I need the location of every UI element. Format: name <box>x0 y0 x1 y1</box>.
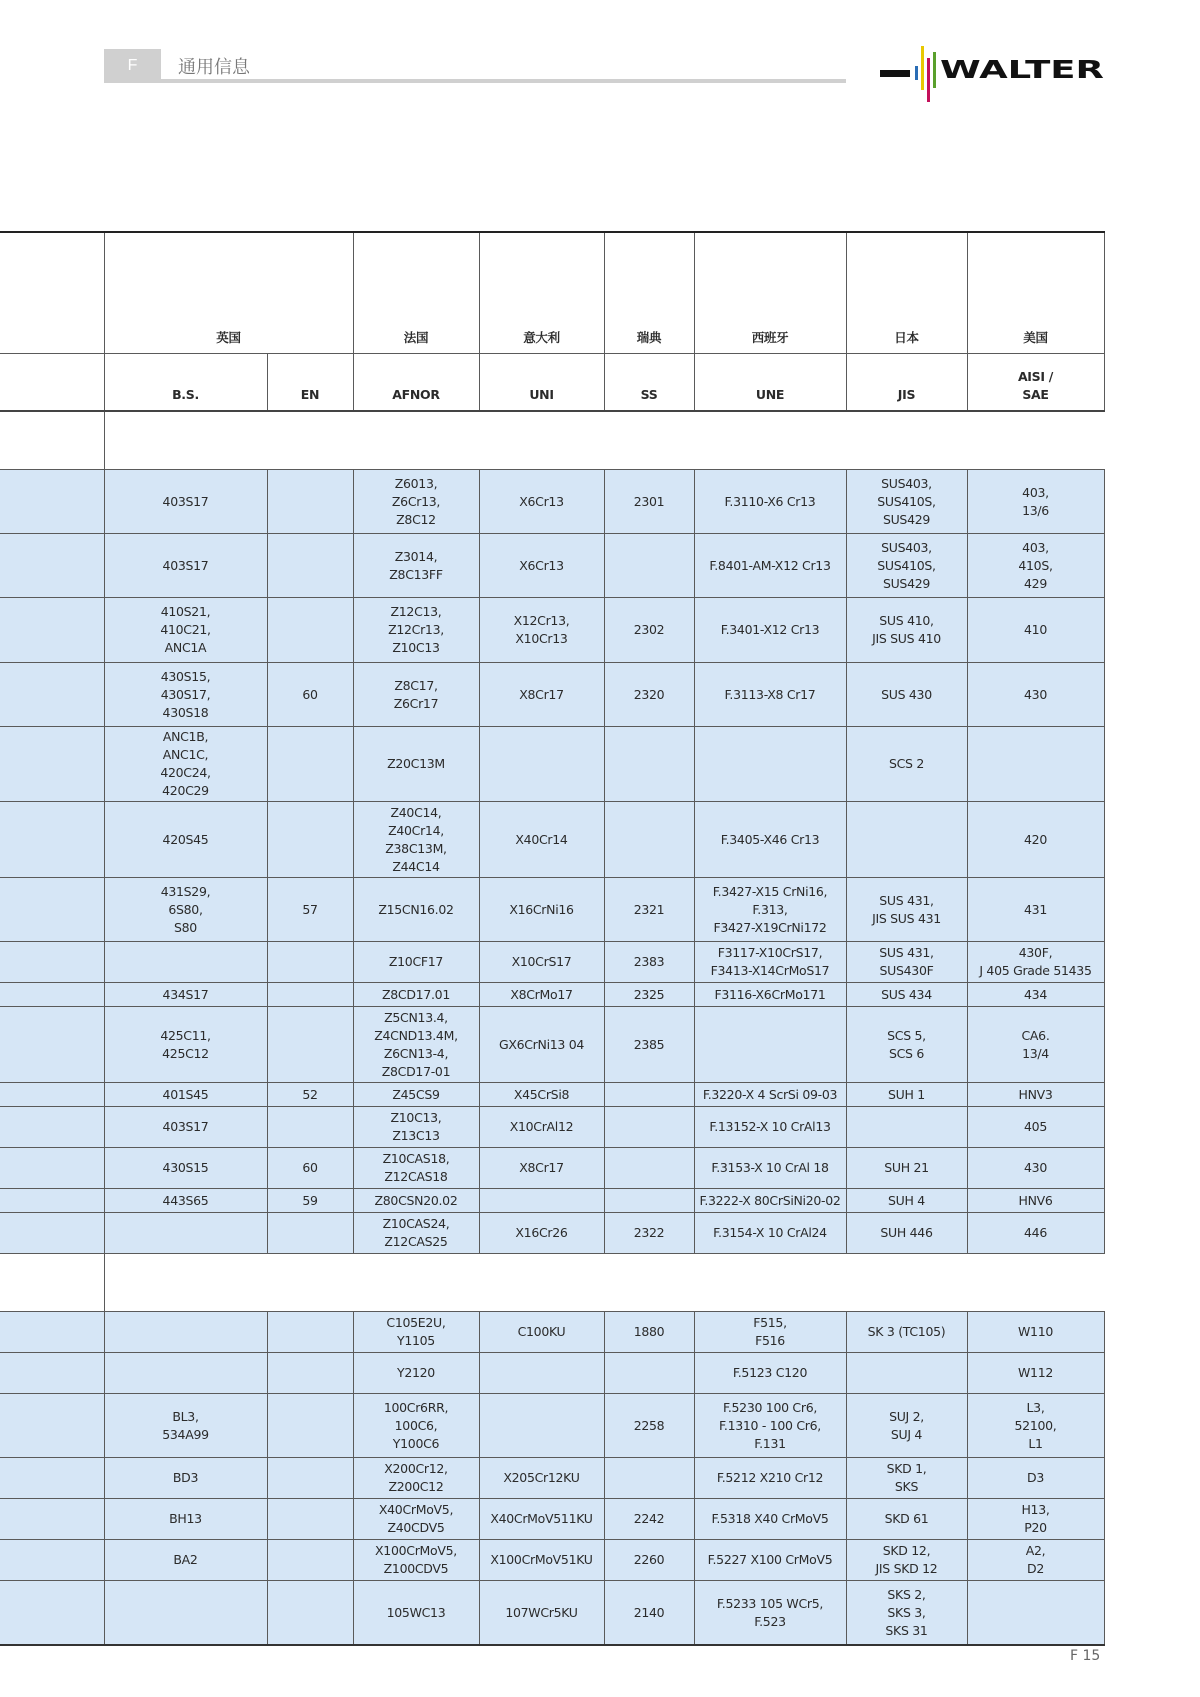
cell-bs <box>104 942 267 983</box>
cell-aisi-sae: W112 <box>967 1353 1104 1394</box>
cell-uni: X12Cr13, X10Cr13 <box>479 598 604 663</box>
cell-aisi-sae: 446 <box>967 1213 1104 1254</box>
cell-en <box>267 1312 353 1353</box>
cell-uni: X100CrMoV51KU <box>479 1540 604 1581</box>
table-row <box>0 878 1104 942</box>
cell-bs <box>104 1581 267 1646</box>
cell-en <box>267 1540 353 1581</box>
cell-une <box>694 1007 846 1083</box>
section-letter-badge: F <box>104 49 161 82</box>
row-label-cell <box>0 663 104 727</box>
cell-en <box>267 1007 353 1083</box>
cell-afnor: Z3014, Z8C13FF <box>353 534 479 598</box>
cell-une: F515, F516 <box>694 1312 846 1353</box>
cell-aisi-sae: 434 <box>967 983 1104 1007</box>
row-label-cell <box>0 1394 104 1458</box>
cell-jis: SUS 430 <box>846 663 967 727</box>
cell-bs: 425C11, 425C12 <box>104 1007 267 1083</box>
cell-bs <box>104 1213 267 1254</box>
cell-uni: X10CrAl12 <box>479 1107 604 1148</box>
cell-bs: BL3, 534A99 <box>104 1394 267 1458</box>
cell-uni: GX6CrNi13 04 <box>479 1007 604 1083</box>
cell-jis <box>846 1353 967 1394</box>
cell-ss: 2321 <box>604 878 694 942</box>
cell-aisi-sae: HNV6 <box>967 1189 1104 1213</box>
cell-en: 60 <box>267 1148 353 1189</box>
cell-bs: 403S17 <box>104 534 267 598</box>
table-row <box>0 1213 1104 1254</box>
row-label-cell <box>0 1458 104 1499</box>
row-label-cell <box>0 1107 104 1148</box>
cell-ss <box>604 1148 694 1189</box>
cell-jis: SUS 410, JIS SUS 410 <box>846 598 967 663</box>
cell-jis: SUH 1 <box>846 1083 967 1107</box>
cell-une: F.5318 X40 CrMoV5 <box>694 1499 846 1540</box>
cell-afnor: Z10C13, Z13C13 <box>353 1107 479 1148</box>
cell-en <box>267 727 353 802</box>
table-row <box>0 1540 1104 1581</box>
header-usa: 美国 <box>967 232 1104 354</box>
country-header-row <box>0 232 1104 354</box>
cell-ss: 2242 <box>604 1499 694 1540</box>
cell-une: F.3154-X 10 CrAl24 <box>694 1213 846 1254</box>
cell-une: F.5233 105 WCr5, F.523 <box>694 1581 846 1646</box>
blank-cell <box>0 1254 104 1312</box>
cell-ss: 2322 <box>604 1213 694 1254</box>
table-row <box>0 802 1104 878</box>
cell-ss <box>604 1353 694 1394</box>
cell-aisi-sae: W110 <box>967 1312 1104 1353</box>
header-jis: JIS <box>846 354 967 412</box>
cell-aisi-sae: 403, 13/6 <box>967 470 1104 534</box>
cell-ss <box>604 1189 694 1213</box>
cell-bs: BA2 <box>104 1540 267 1581</box>
table-row <box>0 1148 1104 1189</box>
cell-uni: X8Cr17 <box>479 663 604 727</box>
header-en: EN <box>267 354 353 412</box>
cell-une: F.3220-X 4 ScrSi 09-03 <box>694 1083 846 1107</box>
cell-uni: X40Cr14 <box>479 802 604 878</box>
cell-bs: 410S21, 410C21, ANC1A <box>104 598 267 663</box>
cell-ss <box>604 802 694 878</box>
cell-uni: X6Cr13 <box>479 534 604 598</box>
cell-uni: X6Cr13 <box>479 470 604 534</box>
cell-une: F3116-X6CrMo171 <box>694 983 846 1007</box>
cell-ss <box>604 1083 694 1107</box>
cell-uni: C100KU <box>479 1312 604 1353</box>
cell-jis: SUS 431, JIS SUS 431 <box>846 878 967 942</box>
blank-cell <box>104 1254 1104 1312</box>
table-row <box>0 470 1104 534</box>
cell-afnor: Z6013, Z6Cr13, Z8C12 <box>353 470 479 534</box>
cell-bs: BD3 <box>104 1458 267 1499</box>
cell-uni <box>479 1394 604 1458</box>
cell-jis: SCS 5, SCS 6 <box>846 1007 967 1083</box>
cell-uni: X8CrMo17 <box>479 983 604 1007</box>
header-aisi-sae: AISI / SAE <box>967 354 1104 412</box>
cell-bs: 431S29, 6S80, S80 <box>104 878 267 942</box>
row-label-cell <box>0 878 104 942</box>
row-label-cell <box>0 1083 104 1107</box>
cell-afnor: Z15CN16.02 <box>353 878 479 942</box>
cell-afnor: 105WC13 <box>353 1581 479 1646</box>
cell-afnor: X40CrMoV5, Z40CDV5 <box>353 1499 479 1540</box>
cell-ss <box>604 1107 694 1148</box>
cell-uni <box>479 727 604 802</box>
cell-en <box>267 598 353 663</box>
cell-une: F.8401-AM-X12 Cr13 <box>694 534 846 598</box>
header-afnor: AFNOR <box>353 354 479 412</box>
standard-header-row <box>0 354 1104 412</box>
table-row <box>0 1499 1104 1540</box>
blank-cell <box>104 411 1104 470</box>
cell-aisi-sae: CA6. 13/4 <box>967 1007 1104 1083</box>
row-label-cell <box>0 534 104 598</box>
cell-bs: 443S65 <box>104 1189 267 1213</box>
cell-afnor: Z80CSN20.02 <box>353 1189 479 1213</box>
row-label-cell <box>0 1499 104 1540</box>
cell-une: F.3401-X12 Cr13 <box>694 598 846 663</box>
table-row <box>0 1353 1104 1394</box>
cell-jis: SCS 2 <box>846 727 967 802</box>
row-label-cell <box>0 1007 104 1083</box>
cell-bs: 403S17 <box>104 470 267 534</box>
cell-afnor: Y2120 <box>353 1353 479 1394</box>
cell-bs <box>104 1353 267 1394</box>
header-spain: 西班牙 <box>694 232 846 354</box>
cell-bs: 420S45 <box>104 802 267 878</box>
cell-jis: SKD 1, SKS <box>846 1458 967 1499</box>
cell-uni: X8Cr17 <box>479 1148 604 1189</box>
cell-en <box>267 942 353 983</box>
cell-une <box>694 727 846 802</box>
cell-jis: SUH 21 <box>846 1148 967 1189</box>
table-row <box>0 1083 1104 1107</box>
cell-une: F.5212 X210 Cr12 <box>694 1458 846 1499</box>
table-row <box>0 598 1104 663</box>
cell-en: 59 <box>267 1189 353 1213</box>
cell-bs: ANC1B, ANC1C, 420C24, 420C29 <box>104 727 267 802</box>
cell-jis: SK 3 (TC105) <box>846 1312 967 1353</box>
header-ss: SS <box>604 354 694 412</box>
cell-bs: 434S17 <box>104 983 267 1007</box>
material-comparison-table <box>0 231 1105 1646</box>
cell-en <box>267 1458 353 1499</box>
cell-en: 60 <box>267 663 353 727</box>
cell-ss <box>604 727 694 802</box>
header-italy: 意大利 <box>479 232 604 354</box>
cell-en <box>267 1353 353 1394</box>
cell-une: F.5123 C120 <box>694 1353 846 1394</box>
table-row <box>0 942 1104 983</box>
cell-une: F.3222-X 80CrSiNi20-02 <box>694 1189 846 1213</box>
cell-aisi-sae: 430 <box>967 663 1104 727</box>
cell-une: F.3427-X15 CrNi16, F.313, F3427-X19CrNi172 <box>694 878 846 942</box>
row-label-cell <box>0 1213 104 1254</box>
cell-jis <box>846 802 967 878</box>
cell-en <box>267 534 353 598</box>
table-row <box>0 663 1104 727</box>
table-row <box>0 1458 1104 1499</box>
row-label-cell <box>0 598 104 663</box>
cell-en <box>267 802 353 878</box>
cell-aisi-sae: A2, D2 <box>967 1540 1104 1581</box>
cell-bs: 430S15 <box>104 1148 267 1189</box>
cell-ss: 2140 <box>604 1581 694 1646</box>
cell-une: F.3405-X46 Cr13 <box>694 802 846 878</box>
cell-aisi-sae: 430 <box>967 1148 1104 1189</box>
blank-header-cell <box>0 354 104 412</box>
row-label-cell <box>0 1540 104 1581</box>
page-number: F 15 <box>1070 1648 1101 1664</box>
table-row <box>0 1189 1104 1213</box>
row-label-cell <box>0 1312 104 1353</box>
cell-jis: SKS 2, SKS 3, SKS 31 <box>846 1581 967 1646</box>
cell-ss <box>604 534 694 598</box>
cell-en: 57 <box>267 878 353 942</box>
cell-ss: 2320 <box>604 663 694 727</box>
blank-cell <box>0 411 104 470</box>
table-row <box>0 983 1104 1007</box>
cell-afnor: Z8CD17.01 <box>353 983 479 1007</box>
cell-aisi-sae: 405 <box>967 1107 1104 1148</box>
cell-afnor: Z10CF17 <box>353 942 479 983</box>
cell-bs: 401S45 <box>104 1083 267 1107</box>
page-header-title: 通用信息 <box>178 57 250 78</box>
cell-afnor: X100CrMoV5, Z100CDV5 <box>353 1540 479 1581</box>
cell-en <box>267 983 353 1007</box>
cell-afnor: Z40C14, Z40Cr14, Z38C13M, Z44C14 <box>353 802 479 878</box>
cell-en <box>267 1213 353 1254</box>
cell-une: F.5227 X100 CrMoV5 <box>694 1540 846 1581</box>
row-label-cell <box>0 1189 104 1213</box>
header-uk: 英国 <box>104 232 353 354</box>
cell-jis: SUS403, SUS410S, SUS429 <box>846 534 967 598</box>
walter-logo <box>880 44 1106 104</box>
cell-une: F.5230 100 Cr6, F.1310 - 100 Cr6, F.131 <box>694 1394 846 1458</box>
cell-une: F.3110-X6 Cr13 <box>694 470 846 534</box>
cell-aisi-sae: 410 <box>967 598 1104 663</box>
cell-en <box>267 1499 353 1540</box>
cell-uni: 107WCr5KU <box>479 1581 604 1646</box>
row-label-cell <box>0 1581 104 1646</box>
cell-aisi-sae <box>967 727 1104 802</box>
table-row <box>0 1394 1104 1458</box>
row-label-cell <box>0 1353 104 1394</box>
cell-aisi-sae: 430F, J 405 Grade 51435 <box>967 942 1104 983</box>
cell-jis: SKD 12, JIS SKD 12 <box>846 1540 967 1581</box>
cell-ss <box>604 1458 694 1499</box>
header-rule <box>104 79 846 83</box>
cell-uni: X205Cr12KU <box>479 1458 604 1499</box>
cell-aisi-sae: 420 <box>967 802 1104 878</box>
cell-jis: SUH 446 <box>846 1213 967 1254</box>
cell-jis: SUS 431, SUS430F <box>846 942 967 983</box>
row-label-cell <box>0 942 104 983</box>
row-label-cell <box>0 470 104 534</box>
cell-ss: 2325 <box>604 983 694 1007</box>
svg-text:WALTER: WALTER <box>940 55 1104 84</box>
cell-afnor: Z45CS9 <box>353 1083 479 1107</box>
cell-uni <box>479 1353 604 1394</box>
cell-ss: 2383 <box>604 942 694 983</box>
cell-ss: 2302 <box>604 598 694 663</box>
cell-aisi-sae: H13, P20 <box>967 1499 1104 1540</box>
cell-afnor: C105E2U, Y1105 <box>353 1312 479 1353</box>
cell-ss: 2301 <box>604 470 694 534</box>
header-japan: 日本 <box>846 232 967 354</box>
cell-afnor: 100Cr6RR, 100C6, Y100C6 <box>353 1394 479 1458</box>
cell-afnor: Z5CN13.4, Z4CND13.4M, Z6CN13-4, Z8CD17-01 <box>353 1007 479 1083</box>
cell-aisi-sae: D3 <box>967 1458 1104 1499</box>
cell-jis <box>846 1107 967 1148</box>
cell-aisi-sae: HNV3 <box>967 1083 1104 1107</box>
cell-ss: 1880 <box>604 1312 694 1353</box>
cell-jis: SUS403, SUS410S, SUS429 <box>846 470 967 534</box>
cell-jis: SUH 4 <box>846 1189 967 1213</box>
row-label-cell <box>0 1148 104 1189</box>
header-une: UNE <box>694 354 846 412</box>
cell-une: F.3113-X8 Cr17 <box>694 663 846 727</box>
cell-jis: SUS 434 <box>846 983 967 1007</box>
row-label-cell <box>0 727 104 802</box>
cell-bs: 430S15, 430S17, 430S18 <box>104 663 267 727</box>
cell-une: F.13152-X 10 CrAl13 <box>694 1107 846 1148</box>
cell-en <box>267 1394 353 1458</box>
cell-en: 52 <box>267 1083 353 1107</box>
cell-bs: 403S17 <box>104 1107 267 1148</box>
cell-en <box>267 470 353 534</box>
cell-une: F.3153-X 10 CrAl 18 <box>694 1148 846 1189</box>
cell-aisi-sae: L3, 52100, L1 <box>967 1394 1104 1458</box>
header-sweden: 瑞典 <box>604 232 694 354</box>
cell-aisi-sae: 431 <box>967 878 1104 942</box>
cell-uni: X10CrS17 <box>479 942 604 983</box>
table-row <box>0 1581 1104 1646</box>
cell-bs <box>104 1312 267 1353</box>
table-row <box>0 727 1104 802</box>
section-spacer-row <box>0 1254 1104 1312</box>
section-spacer-row <box>0 411 1104 470</box>
table-row <box>0 1107 1104 1148</box>
cell-afnor: Z10CAS18, Z12CAS18 <box>353 1148 479 1189</box>
cell-ss: 2258 <box>604 1394 694 1458</box>
cell-afnor: X200Cr12, Z200C12 <box>353 1458 479 1499</box>
cell-bs: BH13 <box>104 1499 267 1540</box>
cell-afnor: Z12C13, Z12Cr13, Z10C13 <box>353 598 479 663</box>
cell-afnor: Z20C13M <box>353 727 479 802</box>
cell-en <box>267 1107 353 1148</box>
cell-aisi-sae <box>967 1581 1104 1646</box>
header-france: 法国 <box>353 232 479 354</box>
blank-header-cell <box>0 232 104 354</box>
cell-uni <box>479 1189 604 1213</box>
cell-afnor: Z8C17, Z6Cr17 <box>353 663 479 727</box>
table-row <box>0 1312 1104 1353</box>
header-bs: B.S. <box>104 354 267 412</box>
row-label-cell <box>0 983 104 1007</box>
cell-ss: 2385 <box>604 1007 694 1083</box>
table-row <box>0 534 1104 598</box>
cell-jis: SUJ 2, SUJ 4 <box>846 1394 967 1458</box>
cell-une: F3117-X10CrS17, F3413-X14CrMoS17 <box>694 942 846 983</box>
header-uni: UNI <box>479 354 604 412</box>
cell-ss: 2260 <box>604 1540 694 1581</box>
cell-jis: SKD 61 <box>846 1499 967 1540</box>
row-label-cell <box>0 802 104 878</box>
cell-uni: X16Cr26 <box>479 1213 604 1254</box>
table-row <box>0 1007 1104 1083</box>
cell-en <box>267 1581 353 1646</box>
cell-uni: X40CrMoV511KU <box>479 1499 604 1540</box>
cell-afnor: Z10CAS24, Z12CAS25 <box>353 1213 479 1254</box>
cell-uni: X45CrSi8 <box>479 1083 604 1107</box>
cell-uni: X16CrNi16 <box>479 878 604 942</box>
cell-aisi-sae: 403, 410S, 429 <box>967 534 1104 598</box>
